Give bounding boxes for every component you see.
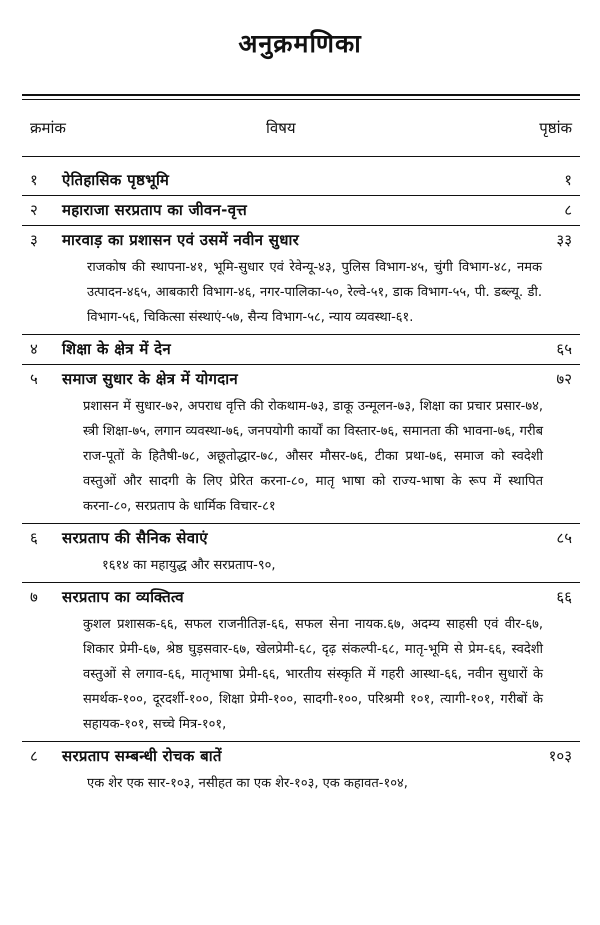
chapter-subtopics: प्रशासन में सुधार-७२, अपराध वृत्ति की रोकथाम-७३, डाकू उन्मूलन-७३, शिक्षा का प्रचार प्रसार-७४, स्त्री शिक्षा-७५, लगान व्यवस्था-७६, जनपयोगी कार्यों का विस्तार-७६, समानता की भावना-७६, गरीब राज-पूतों के हितैषी-७८, अछूतोद्धार-७८, औसर मौसर-७६, टीका प्रथा-७६, समाज को स्वदेशी वस्तुओं और सादगी के लिए प्रेरित करना-८०, मातृ भाषा को राज्य-भाषा के रूप में स्थापित करना-८०, सरप्रताप के धार्मिक विचार-८१ — [83, 399, 543, 514]
chapter-entry — [0, 196, 600, 225]
chapter-entry — [0, 226, 600, 334]
chapter-entry — [0, 166, 600, 195]
chapter-entry — [0, 335, 600, 364]
chapter-number: ५ — [30, 370, 38, 388]
page-title: अनुक्रमणिका — [238, 29, 362, 58]
subject-column-header: विषय — [266, 119, 296, 137]
column-headers — [0, 118, 600, 142]
chapter-entry — [0, 365, 600, 523]
chapter-title: सरप्रताप का व्यक्तित्व — [62, 588, 184, 606]
chapter-page: ६५ — [556, 340, 572, 358]
chapter-page: ८५ — [556, 529, 572, 547]
chapter-number: ७ — [30, 588, 38, 606]
chapter-title: महाराजा सरप्रताप का जीवन-वृत्त — [62, 201, 248, 219]
chapter-entry — [0, 742, 600, 800]
chapter-number: ३ — [30, 231, 38, 249]
chapter-title: शिक्षा के क्षेत्र में देन — [62, 340, 172, 358]
chapter-page: १०३ — [548, 747, 572, 765]
chapter-list — [0, 166, 600, 800]
serial-column-header: क्रमांक — [30, 119, 66, 137]
chapter-entry — [0, 583, 600, 741]
chapter-subtopics: राजकोष की स्थापना-४१, भूमि-सुधार एवं रेवेन्यू-४३, पुलिस विभाग-४५, चुंगी विभाग-४८, नमक उत्पादन-४६५, आबकारी विभाग-४६, नगर-पालिका-५०, रेल्वे-५१, डाक विभाग-५५, पी. डब्ल्यू. डी. विभाग-५६, चिकित्सा संस्थाएं-५७, सैन्य विभाग-५८, न्याय व्यवस्था-६१. — [87, 260, 542, 325]
chapter-subtopics: एक शेर एक सार-१०३, नसीहत का एक शेर-१०३, एक कहावत-१०४, — [87, 776, 408, 791]
chapter-page: १ — [564, 171, 572, 189]
chapter-subtopics: १६१४ का महायुद्ध और सरप्रताप-९०, — [102, 558, 276, 573]
chapter-title: सरप्रताप की सैनिक सेवाएं — [62, 529, 208, 547]
chapter-title: सरप्रताप सम्बन्धी रोचक बातें — [62, 747, 222, 765]
header-rule — [22, 156, 580, 157]
chapter-page: ६६ — [556, 588, 572, 606]
chapter-title: ऐतिहासिक पृष्ठभूमि — [62, 171, 170, 189]
chapter-number: ४ — [30, 340, 38, 358]
chapter-number: १ — [30, 171, 38, 189]
chapter-title: मारवाड़ का प्रशासन एवं उसमें नवीन सुधार — [62, 231, 300, 249]
chapter-page: ८ — [564, 201, 572, 219]
page-column-header: पृष्ठांक — [539, 119, 572, 137]
title-rule — [22, 94, 580, 100]
chapter-number: ८ — [30, 747, 38, 765]
chapter-title: समाज सुधार के क्षेत्र में योगदान — [62, 370, 239, 388]
chapter-subtopics: कुशल प्रशासक-६६, सफल राजनीतिज्ञ-६६, सफल सेना नायक.६७, अदम्य साहसी एवं वीर-६७, शिकार प्रेमी-६७, श्रेष्ठ घुड़सवार-६७, खेलप्रेमी-६८, दृढ़ संकल्पी-६८, मातृ-भूमि से प्रेम-६६, स्वदेशी वस्तुओं से लगाव-६६, मातृभाषा प्रेमी-६६, भारतीय संस्कृति में गहरी आस्था-६६, नवीन सुधारों के समर्थक-१००, दूरदर्शी-१००, शिक्षा प्रेमी-१००, सादगी-१००, परिश्रमी १०१, त्यागी-१०१, गरीबों के सहायक-१०१, सच्चे मित्र-१०१, — [83, 617, 543, 732]
chapter-entry — [0, 524, 600, 582]
chapter-page: ३३ — [556, 231, 572, 249]
chapter-page: ७२ — [556, 370, 572, 388]
chapter-number: ६ — [30, 529, 38, 547]
chapter-number: २ — [30, 201, 38, 219]
